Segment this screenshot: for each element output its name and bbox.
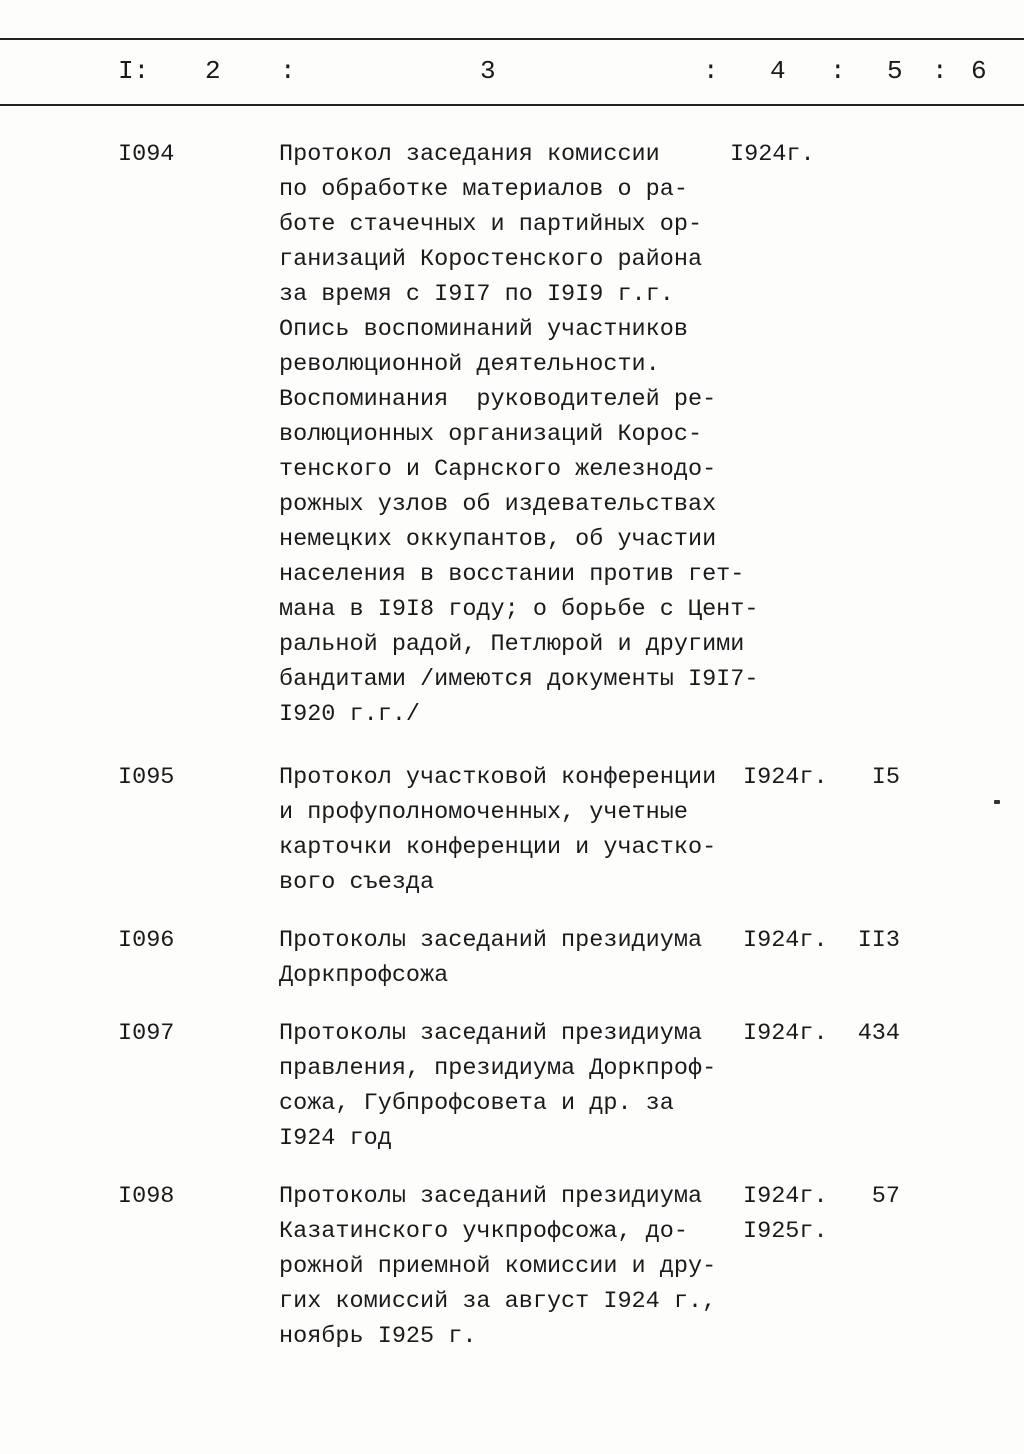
column-number-3: 3 [480,56,496,86]
description-line: революционной деятельности. [279,351,660,378]
file-dates [743,760,828,795]
column-number-4: 4 [770,56,786,86]
description-line: Опись воспоминаний участников [279,316,688,343]
description-line: боте стачечных и партийных ор- [279,211,703,238]
description-line: Протоколы заседаний президиума [279,1020,703,1047]
date-line: I924г. [743,1183,828,1210]
sheet-count: 57 [871,1183,900,1210]
description-line: Казатинского учкпрофсожа, до- [279,1218,688,1245]
scan-speck [994,800,1000,804]
description-line: волюционных организаций Корос- [279,421,703,448]
description-line: Протокол заседания комиссии [279,141,660,168]
file-dates [743,1179,828,1249]
file-number: I098 [118,1183,175,1210]
file-number: I096 [118,927,175,954]
description-line: ральной радой, Петлюрой и другими [279,631,745,658]
description-line: I920 г.г./ [279,701,421,728]
header-top-rule [0,38,1024,40]
description-line: мана в I9I8 году; о борьбе с Цент- [279,596,759,623]
description-line: и профуполномоченных, учетные [279,799,688,826]
file-dates [743,1016,828,1051]
file-dates [743,923,828,958]
description-line: вого съезда [279,869,435,896]
file-description [279,1179,749,1354]
description-line: ноябрь I925 г. [279,1323,477,1350]
file-number: I094 [118,141,175,168]
description-line: рожной приемной комиссии и дру- [279,1253,717,1280]
description-line: за время с I9I7 по I9I9 г.г. [279,281,674,308]
sheet-count: 434 [857,1020,900,1047]
column-number-2: 2 [205,56,221,86]
sheet-count: I5 [871,764,900,791]
file-description [279,1016,749,1156]
description-line: бандитами /имеются документы I9I7- [279,666,759,693]
date-line: I924г. [743,764,828,791]
table-column-header [0,54,1024,88]
description-line: ганизаций Коростенского района [279,246,703,273]
column-number-6: 6 [971,56,987,86]
description-line: по обработке материалов о ра- [279,176,688,203]
description-line: рожных узлов об издевательствах [279,491,717,518]
date-line: I924г. [743,1020,828,1047]
description-line: Доркпрофсожа [279,962,449,989]
column-number-1: I: [118,56,150,86]
description-line: I924 год [279,1125,392,1152]
sheet-count: II3 [857,927,900,954]
date-line: I924г. [743,927,828,954]
description-line: Протоколы заседаний президиума [279,927,703,954]
description-line: гих комиссий за август I924 г., [279,1288,717,1315]
header-bottom-rule [0,104,1024,106]
description-line: Воспоминания руководителей ре- [279,386,717,413]
file-description [279,137,759,732]
description-line: Протокол участковой конференции [279,764,717,791]
description-line: тенского и Сарнского железнодо- [279,456,717,483]
description-line: карточки конференции и участко- [279,834,717,861]
column-separator: : [703,56,719,86]
file-dates [730,137,815,172]
date-line: I925г. [743,1218,828,1245]
file-number: I097 [118,1020,175,1047]
description-line: сожа, Губпрофсовета и др. за [279,1090,674,1117]
file-description [279,760,749,900]
file-description [279,923,749,993]
description-line: Протоколы заседаний президиума [279,1183,703,1210]
description-line: немецких оккупантов, об участии [279,526,717,553]
column-separator: : [280,56,296,86]
description-line: правления, президиума Доркпроф- [279,1055,717,1082]
column-separator: : [932,56,948,86]
date-line: I924г. [730,141,815,168]
description-line: населения в восстании против гет- [279,561,745,588]
file-number: I095 [118,764,175,791]
column-number-5: 5 [887,56,903,86]
column-separator: : [830,56,846,86]
